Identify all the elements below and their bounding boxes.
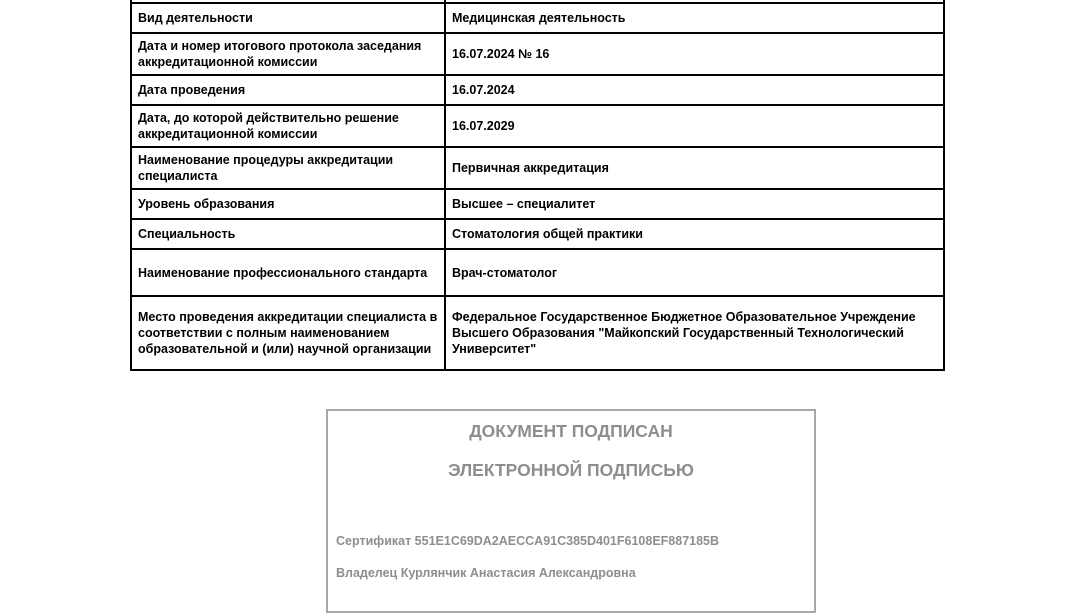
table-row <box>131 33 944 75</box>
accreditation-table <box>130 0 945 371</box>
row-label-specialty: Специальность <box>131 219 445 249</box>
table-row <box>131 3 944 33</box>
electronic-signature-stamp <box>326 409 816 613</box>
table-row <box>131 75 944 105</box>
row-value-prof-standard: Врач-стоматолог <box>445 249 944 296</box>
row-value-protocol: 16.07.2024 № 16 <box>445 33 944 75</box>
row-label-education-level: Уровень образования <box>131 189 445 219</box>
signature-title-line1: ДОКУМЕНТ ПОДПИСАН <box>469 421 673 441</box>
row-value-date-held: 16.07.2024 <box>445 75 944 105</box>
signature-owner: Владелец Курлянчик Анастасия Александровна <box>336 566 636 580</box>
table-row <box>131 105 944 147</box>
row-label-place: Место проведения аккредитации специалиста в соответствии с полным наименованием образовательной и (или) научной организации <box>131 296 445 370</box>
row-label-activity-type: Вид деятельности <box>131 3 445 33</box>
row-value-specialty: Стоматология общей практики <box>445 219 944 249</box>
signature-certificate: Сертификат 551E1C69DA2AECCA91C385D401F6108EF887185B <box>336 534 720 548</box>
row-value-place: Федеральное Государственное Бюджетное Образовательное Учреждение Высшего Образования "Майкопский Государственный Технологический Университет" <box>445 296 944 370</box>
table-row <box>131 147 944 189</box>
row-value-valid-until: 16.07.2029 <box>445 105 944 147</box>
row-label-date-held: Дата проведения <box>131 75 445 105</box>
row-value-education-level: Высшее – специалитет <box>445 189 944 219</box>
row-label-procedure: Наименование процедуры аккредитации специалиста <box>131 147 445 189</box>
row-value-activity-type: Медицинская деятельность <box>445 3 944 33</box>
table-row <box>131 219 944 249</box>
row-value-procedure: Первичная аккредитация <box>445 147 944 189</box>
table-row <box>131 296 944 370</box>
signature-title-line2: ЭЛЕКТРОННОЙ ПОДПИСЬЮ <box>448 460 694 480</box>
row-label-prof-standard: Наименование профессионального стандарта <box>131 249 445 296</box>
table-row <box>131 189 944 219</box>
row-label-protocol: Дата и номер итогового протокола заседания аккредитационной комиссии <box>131 33 445 75</box>
row-label-valid-until: Дата, до которой действительно решение аккредитационной комиссии <box>131 105 445 147</box>
table-row <box>131 249 944 296</box>
